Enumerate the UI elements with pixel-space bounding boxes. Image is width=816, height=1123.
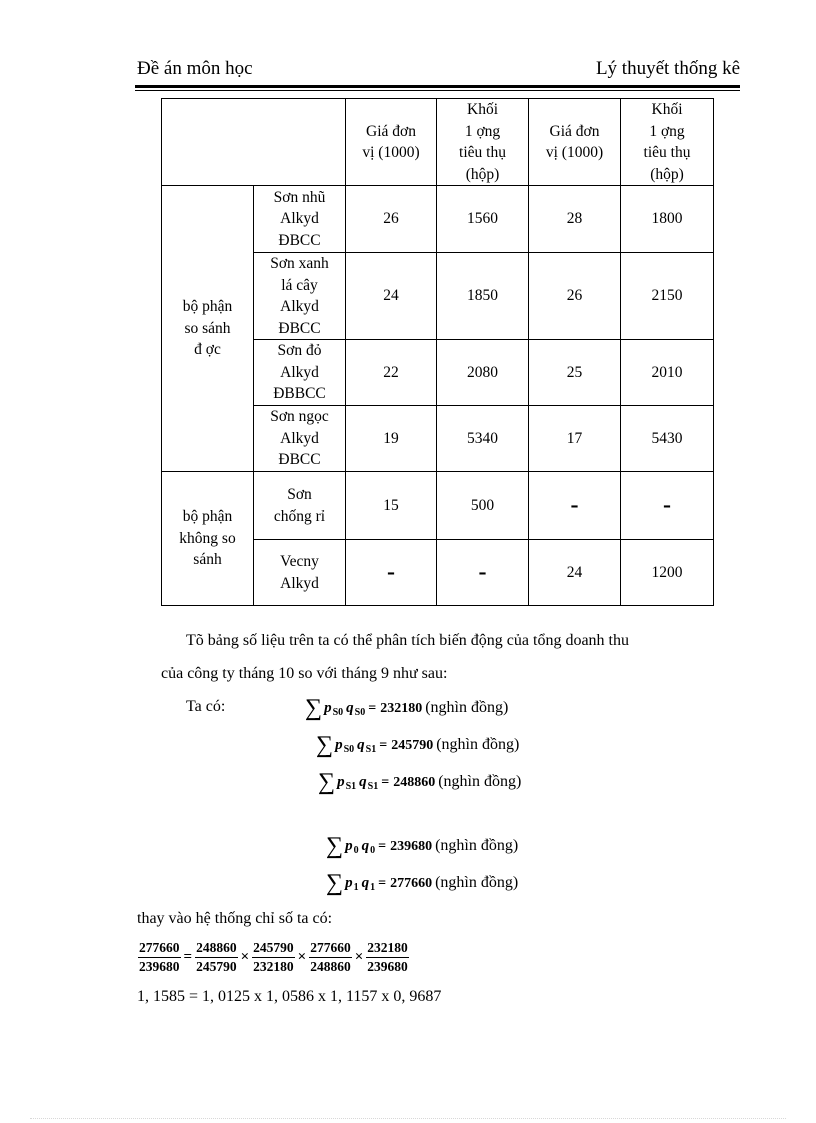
- subscript: S1: [367, 781, 379, 792]
- product-name: Sơn ngọc Alkyd ĐBCC: [254, 406, 346, 472]
- equation-unit: (nghìn đồng): [435, 837, 519, 854]
- var-p: p: [335, 737, 343, 753]
- header-rule-thin: [135, 90, 740, 91]
- qty-oct: 2010: [621, 340, 714, 406]
- numerator: 277660: [309, 940, 352, 958]
- subscript: 0: [370, 845, 376, 856]
- price-oct: 25: [529, 340, 621, 406]
- price-oct: 24: [529, 540, 621, 606]
- subscript: 1: [353, 882, 359, 893]
- equation-3: [318, 769, 521, 796]
- qty-oct: -: [621, 472, 714, 540]
- fraction-2: [252, 940, 295, 975]
- product-name: Sơn nhũ Alkyd ĐBCC: [254, 186, 346, 253]
- header-right-title: Lý thuyết thống kê: [595, 58, 740, 79]
- sigma-symbol: ∑: [318, 769, 336, 795]
- price-sep: 22: [346, 340, 437, 406]
- equation-value: 232180: [380, 701, 423, 716]
- qty-sep: 5340: [437, 406, 529, 472]
- product-name: Vecny Alkyd: [254, 540, 346, 606]
- subscript: S1: [365, 744, 377, 755]
- subscript: 1: [370, 882, 376, 893]
- equation-unit: (nghìn đồng): [425, 699, 509, 716]
- price-sep: 19: [346, 406, 437, 472]
- subscript: S0: [343, 744, 355, 755]
- equation-value: 245790: [391, 738, 434, 753]
- denominator: 239680: [367, 959, 408, 974]
- header-qty-sep: Khối 1 ợng tiêu thụ (hộp): [437, 99, 529, 186]
- denominator: 245790: [196, 959, 237, 974]
- header-rule-thick: [135, 85, 740, 88]
- var-q: q: [359, 774, 367, 790]
- equation-unit: (nghìn đồng): [436, 736, 520, 753]
- numerator: 248860: [195, 940, 238, 958]
- qty-sep: 500: [437, 472, 529, 540]
- denominator: 239680: [139, 959, 180, 974]
- numerator: 277660: [138, 940, 181, 958]
- subscript: S0: [354, 707, 366, 718]
- price-oct: 28: [529, 186, 621, 253]
- var-q: q: [357, 737, 365, 753]
- price-sep: 26: [346, 186, 437, 253]
- times-sign: ×: [354, 949, 364, 965]
- var-q: q: [361, 875, 370, 891]
- paragraph-line-1: Tõ bảng số liệu trên ta có thể phân tích biến động của tổng doanh thu: [186, 632, 629, 649]
- equation-2: [316, 732, 519, 759]
- price-oct: 17: [529, 406, 621, 472]
- numerator: 232180: [366, 940, 409, 958]
- equals-sign: =: [379, 738, 388, 753]
- var-p: p: [324, 700, 332, 716]
- product-name: Sơn đỏ Alkyd ĐBBCC: [254, 340, 346, 406]
- qty-sep: 2080: [437, 340, 529, 406]
- fraction-3: [309, 940, 352, 975]
- numerator: 245790: [252, 940, 295, 958]
- fraction-4: [366, 940, 409, 975]
- denominator: 248860: [310, 959, 351, 974]
- price-sep: 24: [346, 253, 437, 340]
- price-sep: 15: [346, 472, 437, 540]
- product-table: [161, 98, 714, 606]
- equation-value: 239680: [390, 839, 433, 854]
- equals-sign: =: [381, 775, 390, 790]
- var-q: q: [346, 700, 354, 716]
- times-sign: ×: [297, 949, 307, 965]
- qty-oct: 1800: [621, 186, 714, 253]
- fraction-1: [195, 940, 238, 975]
- product-name: Sơn chống rỉ: [254, 472, 346, 540]
- header-qty-oct: Khối 1 ợng tiêu thụ (hộp): [621, 99, 714, 186]
- equals-sign: =: [378, 839, 387, 854]
- result-line: 1, 1585 = 1, 0125 x 1, 0586 x 1, 1157 x 0, 9687: [137, 988, 442, 1005]
- qty-sep: 1850: [437, 253, 529, 340]
- equation-value: 277660: [390, 876, 433, 891]
- sigma-symbol: ∑: [326, 870, 344, 896]
- price-oct: 26: [529, 253, 621, 340]
- qty-oct: 2150: [621, 253, 714, 340]
- qty-oct: 5430: [621, 406, 714, 472]
- table-row: [162, 186, 714, 253]
- equation-value: 248860: [393, 775, 436, 790]
- table-header-row: [162, 99, 714, 186]
- table-row: [162, 472, 714, 540]
- sigma-symbol: ∑: [316, 732, 334, 758]
- product-name: Sơn xanh lá cây Alkyd ĐBCC: [254, 253, 346, 340]
- var-p: p: [345, 838, 353, 854]
- equation-unit: (nghìn đồng): [435, 874, 519, 891]
- subscript: S1: [345, 781, 357, 792]
- substitution-label: thay vào hệ thống chỉ số ta có:: [137, 910, 333, 927]
- var-p: p: [345, 875, 353, 891]
- equation-5: [326, 870, 518, 897]
- var-q: q: [361, 838, 370, 854]
- denominator: 232180: [253, 959, 294, 974]
- group-non-comparable: bộ phận không so sánh: [162, 472, 254, 606]
- fraction-lhs: [138, 940, 181, 975]
- header-left-title: Đề án môn học: [137, 58, 253, 79]
- qty-sep: 1560: [437, 186, 529, 253]
- equals-sign: =: [368, 701, 377, 716]
- equals-sign: =: [378, 876, 387, 891]
- equation-unit: (nghìn đồng): [438, 773, 522, 790]
- header-price-sep: Giá đơn vị (1000): [346, 99, 437, 186]
- ta-co-label: Ta có:: [186, 698, 226, 715]
- var-p: p: [337, 774, 345, 790]
- equals-sign: =: [183, 949, 193, 965]
- paragraph-line-2: của công ty tháng 10 so với tháng 9 như sau:: [161, 665, 448, 682]
- qty-oct: 1200: [621, 540, 714, 606]
- price-oct: -: [529, 472, 621, 540]
- subscript: S0: [332, 707, 344, 718]
- sigma-symbol: ∑: [326, 833, 344, 859]
- times-sign: ×: [240, 949, 250, 965]
- group-comparable: bộ phận so sánh đ ợc: [162, 186, 254, 472]
- equation-1: [305, 695, 508, 722]
- qty-sep: -: [437, 540, 529, 606]
- table-corner-cell: [162, 99, 346, 186]
- subscript: 0: [353, 845, 359, 856]
- index-system-equation: [138, 940, 409, 975]
- page-bottom-dotted-line: [30, 1118, 786, 1119]
- header-price-oct: Giá đơn vị (1000): [529, 99, 621, 186]
- sigma-symbol: ∑: [305, 695, 323, 721]
- price-sep: -: [346, 540, 437, 606]
- equation-4: [326, 833, 518, 860]
